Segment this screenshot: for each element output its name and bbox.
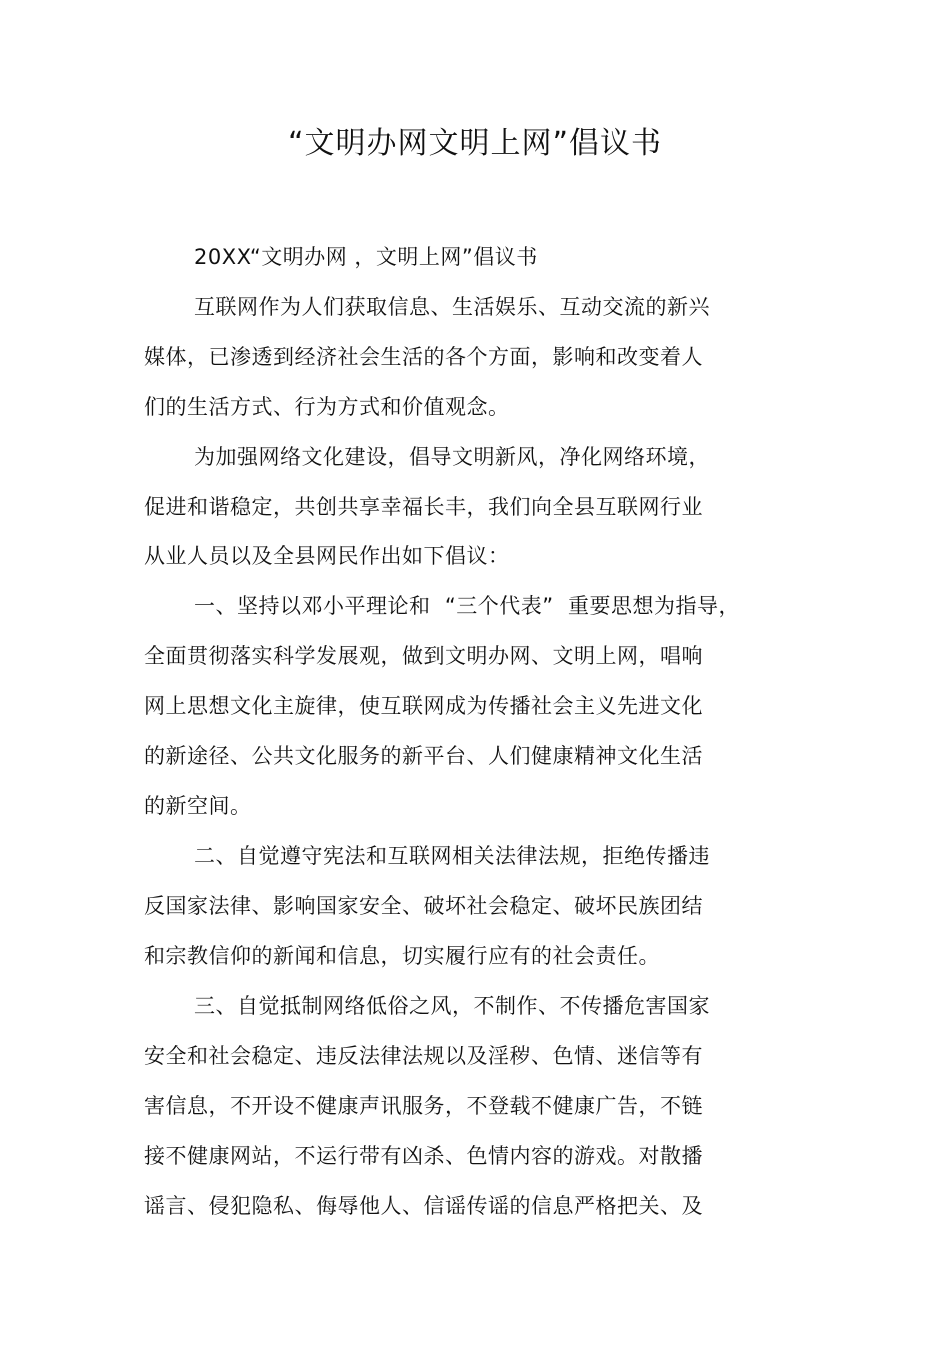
paragraph-line: 促进和谐稳定，共创共享幸福长丰，我们向全县互联网行业 <box>144 495 703 519</box>
paragraph-line: 的新途径、公共文化服务的新平台、人们健康精神文化生活 <box>144 744 703 768</box>
subtitle-line: 20XX“文明办网 ，文明上网”倡议书 <box>194 245 538 269</box>
paragraph-line: 一、坚持以邓小平理论和 “三个代表” 重要思想为指导， <box>194 594 740 618</box>
paragraph-line: 为加强网络文化建设，倡导文明新风，净化网络环境， <box>194 445 710 469</box>
paragraph-line: 接不健康网站，不运行带有凶杀、色情内容的游戏。对散播 <box>144 1144 703 1168</box>
paragraph-line: 二、自觉遵守宪法和互联网相关法律法规，拒绝传播违 <box>194 844 710 868</box>
paragraph-line: 网上思想文化主旋律，使互联网成为传播社会主义先进文化 <box>144 694 703 718</box>
paragraph-line: 和宗教信仰的新闻和信息，切实履行应有的社会责任。 <box>144 944 660 968</box>
paragraph-line: 反国家法律、影响国家安全、破坏社会稳定、破坏民族团结 <box>144 894 703 918</box>
paragraph-line: 的新空间。 <box>144 794 252 818</box>
paragraph-line: 媒体，已渗透到经济社会生活的各个方面，影响和改变着人 <box>144 345 703 369</box>
paragraph-line: 三、自觉抵制网络低俗之风，不制作、不传播危害国家 <box>194 994 710 1018</box>
paragraph-line: 谣言、侵犯隐私、侮辱他人、信谣传谣的信息严格把关、及 <box>144 1194 703 1218</box>
document-title: “文明办网文明上网”倡议书 <box>287 126 663 161</box>
paragraph-line: 害信息，不开设不健康声讯服务，不登载不健康广告，不链 <box>144 1094 703 1118</box>
paragraph-line: 们的生活方式、行为方式和价值观念。 <box>144 395 510 419</box>
paragraph-line: 互联网作为人们获取信息、生活娱乐、互动交流的新兴 <box>194 295 710 319</box>
paragraph-line: 从业人员以及全县网民作出如下倡议： <box>144 544 510 568</box>
paragraph-line: 全面贯彻落实科学发展观，做到文明办网、文明上网，唱响 <box>144 644 703 668</box>
paragraph-line: 安全和社会稳定、违反法律法规以及淫秽、色情、迷信等有 <box>144 1044 703 1068</box>
